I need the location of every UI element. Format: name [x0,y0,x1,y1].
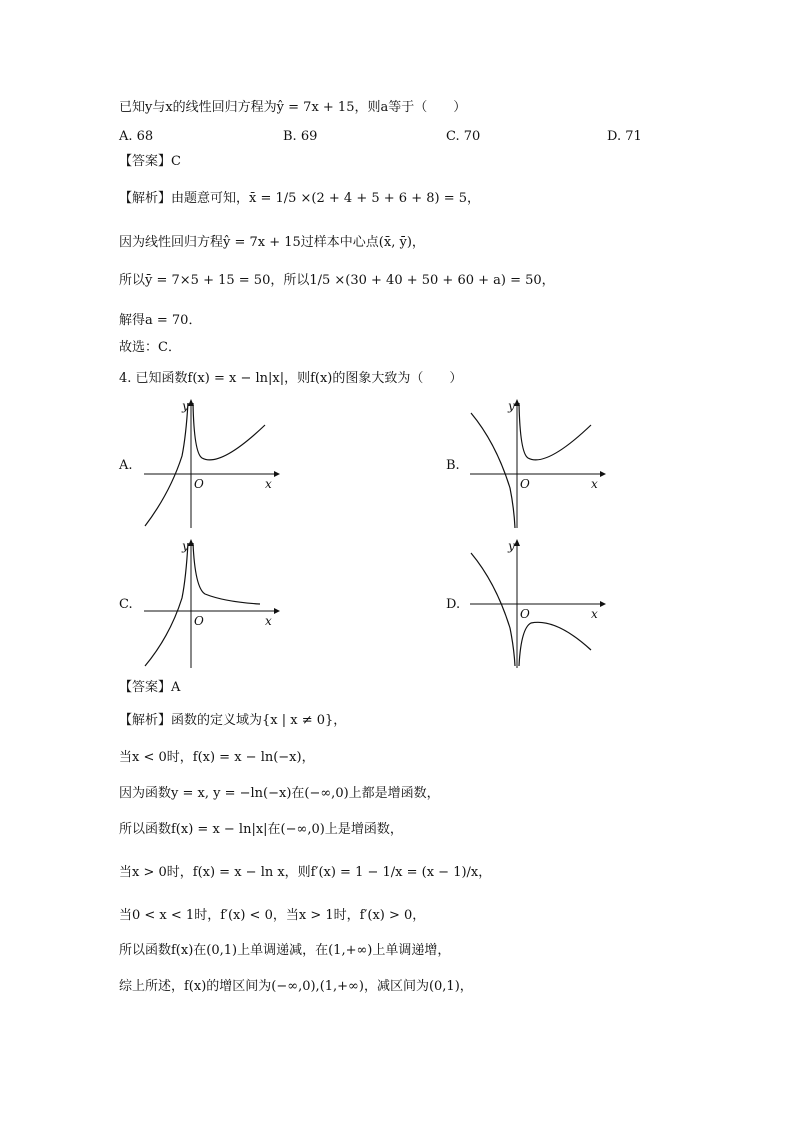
q4-solution-line: 所以函数f(x)在(0,1)上单调递减，在(1,+∞)上单调递增， [119,943,451,958]
graph-b-origin: O [520,477,530,491]
q4-answer: 【答案】A [119,680,181,695]
q3-solution-line: 所以ȳ = 7×5 + 15 = 50，所以1/5 ×(30 + 40 + 50 + 60 + a) = 50， [119,273,555,288]
graph-a-label: A. [119,458,133,473]
graph-c-axis-y: y [182,539,189,553]
q4-solution-line: 当0 < x < 1时，f′(x) < 0，当x > 1时，f′(x) > 0， [119,908,426,923]
q3-option-b: B. 69 [283,129,318,144]
q4-solution-line: 因为函数y = x, y = −ln(−x)在(−∞,0)上都是增函数， [119,786,440,801]
graph-a [140,398,280,530]
graph-d-axis-x: x [591,607,598,621]
graph-c [140,538,280,670]
graph-a-axis-x: x [265,477,272,491]
graph-c-label: C. [119,597,133,612]
graph-a-axis-y: y [182,399,189,413]
q3-answer: 【答案】C [119,154,181,169]
q3-solution-line: 故选：C． [119,340,181,355]
graph-b-axis-y: y [508,399,515,413]
q4-solution-line: 综上所述，f(x)的增区间为(−∞,0),(1,+∞)，减区间为(0,1)， [119,979,473,994]
graph-c-origin: O [194,614,204,628]
q3-stem: 已知y与x的线性回归方程为ŷ = 7x + 15，则a等于（ ） [119,100,467,115]
q4-solution-line: 【解析】函数的定义域为{x | x ≠ 0}， [119,713,347,728]
graph-d [466,538,606,670]
q3-solution-line: 【解析】由题意可知，x̄ = 1/5 ×(2 + 4 + 5 + 6 + 8) = 5， [119,191,480,206]
q3-option-d: D. 71 [607,129,642,144]
graph-d-label: D. [446,597,461,612]
graph-d-origin: O [520,607,530,621]
q3-solution-line: 解得a = 70． [119,313,202,328]
q4-stem: 4. 已知函数f(x) = x − ln|x|，则f(x)的图象大致为（ ） [119,371,463,386]
graph-c-axis-x: x [265,614,272,628]
q3-option-a: A. 68 [119,129,154,144]
graph-b-axis-x: x [591,477,598,491]
q4-solution-line: 所以函数f(x) = x − ln|x|在(−∞,0)上是增函数， [119,822,403,837]
q4-solution-line: 当x > 0时，f(x) = x − ln x，则f′(x) = 1 − 1/x = (x − 1)/x， [119,865,492,880]
q3-solution-line: 因为线性回归方程ŷ = 7x + 15过样本中心点(x̄, ȳ)， [119,235,425,250]
graph-a-origin: O [194,477,204,491]
graph-d-axis-y: y [508,539,515,553]
q4-solution-line: 当x < 0时，f(x) = x − ln(−x)， [119,750,315,765]
q3-option-c: C. 70 [446,129,481,144]
graph-b-label: B. [446,458,460,473]
graph-b [466,398,606,530]
